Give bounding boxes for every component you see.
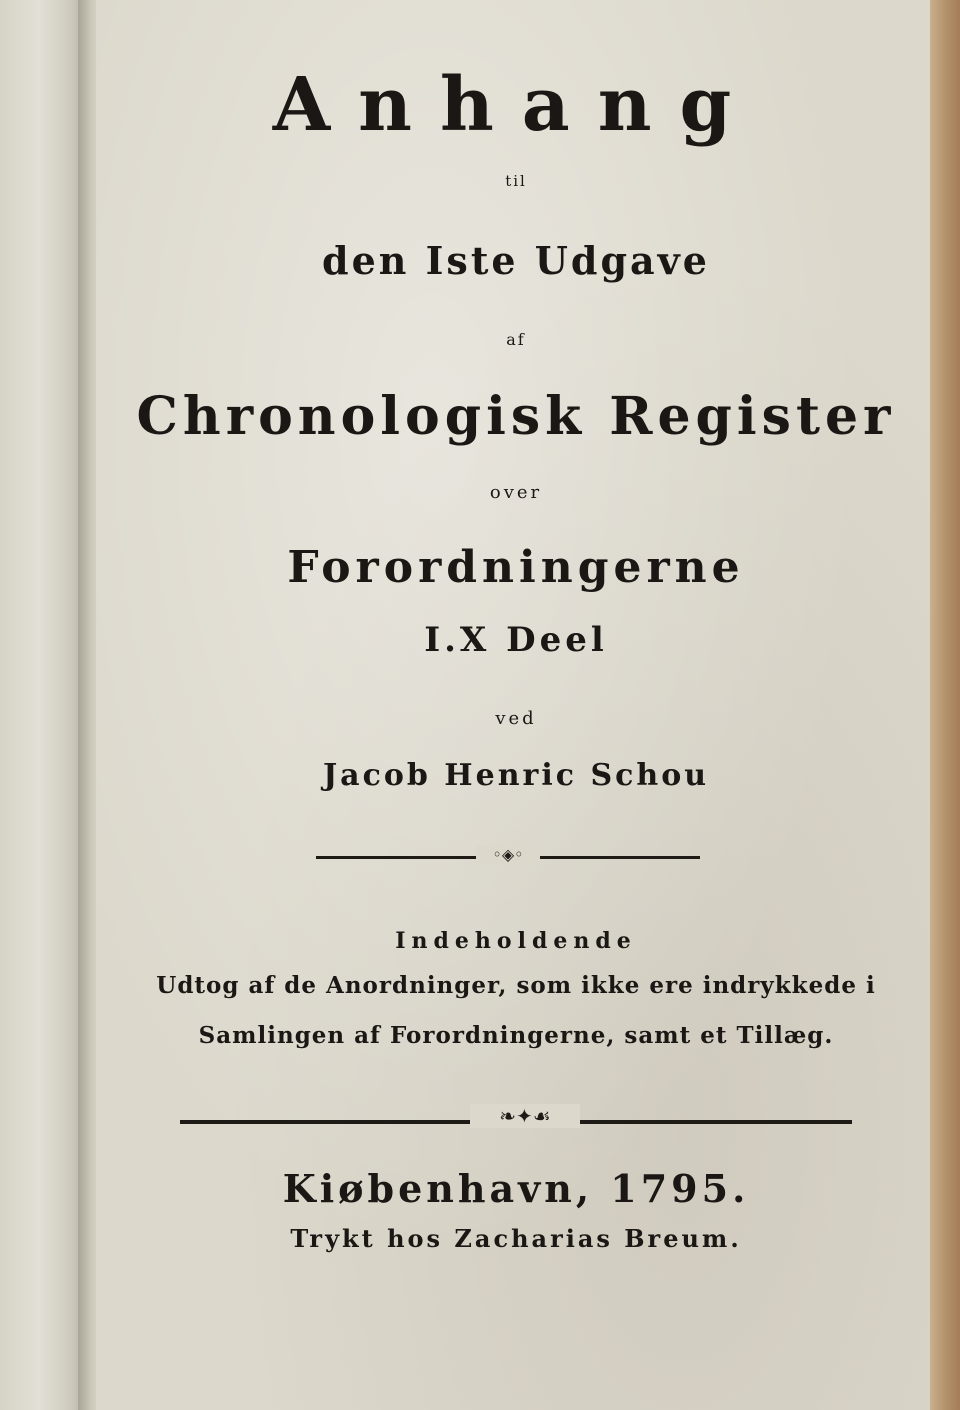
contents-line-2: Samlingen af Forordningerne, samt et Tillæg. [198,1022,834,1049]
imprint-place-year: Kiøbenhavn, 1795. [282,1166,750,1211]
book-spine [0,0,86,1410]
contents-line-1: Udtog af de Anordninger, som ikke ere indrykkede i [156,972,876,999]
volume-line: I.X Deel [424,620,608,660]
edition-line: den Iste Udgave [322,238,710,283]
word-til: til [505,172,527,190]
word-ved: ved [495,708,537,729]
imprint-printer: Trykt hos Zacharias Breum. [290,1224,742,1253]
word-over: over [489,482,543,503]
contents-heading: Indeholdende [395,928,637,954]
rule-ornament-icon: ❧✦☙ [470,1104,580,1128]
word-af: af [506,330,526,349]
main-title: Anhang [272,62,760,148]
rule-ornament-icon: ◦◈◦ [476,845,540,864]
author-line: Jacob Henric Schou [322,758,710,793]
subject-line: Forordningerne [287,542,745,593]
work-title: Chronologisk Register [136,386,896,447]
